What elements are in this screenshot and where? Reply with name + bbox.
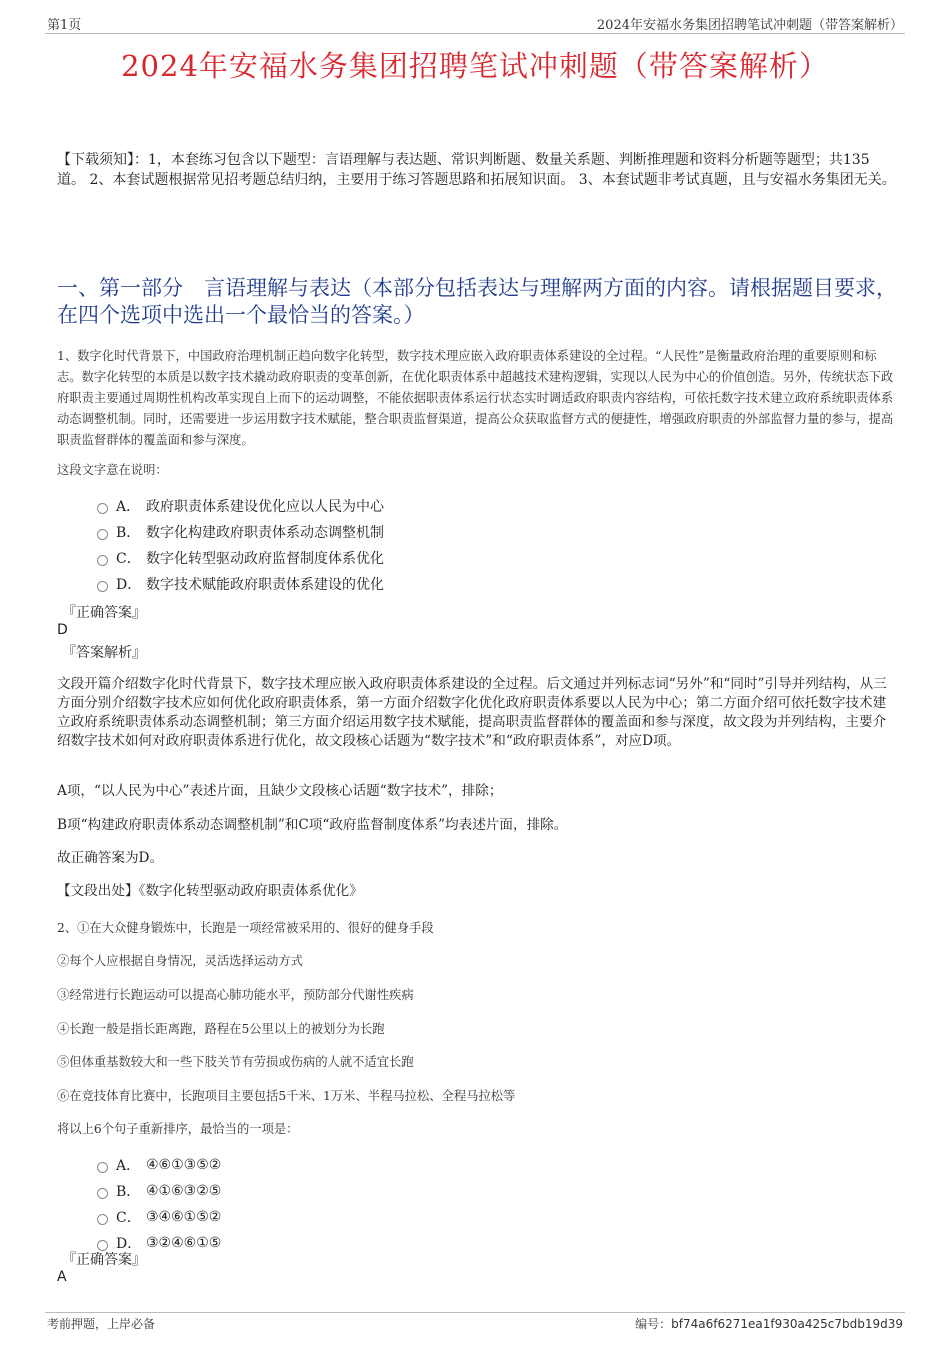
question-1-stem: 1、数字化时代背景下，中国政府治理机制正趋向数字化转型，数字技术理应嵌入政府职责体系建设的全过程。“人民性”是衡量政府治理的重要原则和标志。数字化转型的本质是以数字技术撬动政府职责的变革创新，在优化职责体系中超越技术建构逻辑，实现以人民为中心的价值创造。另外，传统状态下政府职责主要通过周期性机构改革实现自上而下的运动调整，不能依据职责体系运行状态实时调适政府职责内容结构，可依托数字技术建立政府系统职责体系动态调整机制。同时，还需要进一步运用数字技术赋能，整合职责监督渠道，提高公众获取监督方式的便捷性，增强政府职责的外部监督力量的参与，提高职责监督群体的覆盖面和参与深度。	[57, 349, 894, 447]
radio-button-icon[interactable]	[97, 503, 108, 514]
q1-analysis-label: 『答案解析』	[62, 645, 146, 661]
question-2-sentence: ④长跑一般是指长距离跑，路程在5公里以上的被划分为长跑	[57, 1022, 385, 1036]
footer-slogan: 考前押题，上岸必备	[47, 1317, 156, 1331]
radio-button-icon[interactable]	[97, 1162, 108, 1173]
section-title: 一、第一部分 言语理解与表达（本部分包括表达与理解两方面的内容。请根据题目要求，在四个选项中选出一个最恰当的答案。）	[57, 276, 897, 327]
q1-analysis-paragraph: A项，“以人民为中心”表述片面，且缺少文段核心话题“数字技术”，排除；	[57, 783, 503, 799]
q1-source: 【文段出处】《数字化转型驱动政府职责体系优化》	[57, 883, 363, 899]
radio-button-icon[interactable]	[97, 1188, 108, 1199]
header-divider	[45, 33, 905, 34]
radio-button-icon[interactable]	[97, 555, 108, 566]
footer-code-value: bf74a6f6271ea1f930a425c7bdb19d39	[671, 1317, 903, 1331]
q1-option-d[interactable]: D． 数字技术赋能政府职责体系建设的优化	[97, 574, 384, 594]
header-doc-title: 2024年安福水务集团招聘笔试冲刺题（带答案解析）	[596, 18, 903, 33]
q1-option-a[interactable]: A． 政府职责体系建设优化应以人民为中心	[97, 496, 384, 516]
footer-divider	[45, 1312, 905, 1313]
q2-option-a[interactable]: A． ④⑥①③⑤②	[97, 1155, 221, 1175]
question-2-sentence: ②每个人应根据自身情况，灵活选择运动方式	[57, 954, 303, 968]
q2-option-d[interactable]: D． ③②④⑥①⑤	[97, 1233, 221, 1253]
footer-code-label: 编号：	[635, 1317, 672, 1331]
q2-option-c[interactable]: C． ③④⑥①⑤②	[97, 1207, 221, 1227]
q1-analysis-paragraph: 文段开篇介绍数字化时代背景下，数字技术理应嵌入政府职责体系建设的全过程。后文通过并列标志词“另外”和“同时”引导并列结构，从三方面分别介绍数字技术应如何优化政府职责体系，第一方面介绍数字化优化政府职责体系要以人民为中心；第二方面介绍可依托数字技术建立政府系统职责体系动态调整机制；第三方面介绍运用数字技术赋能，提高职责监督群体的覆盖面和参与深度，故文段为并列结构，主要介绍数字技术如何对政府职责体系进行优化，故文段核心话题为“数字技术”和“政府职责体系”，对应D项。	[57, 676, 887, 749]
question-1-prompt: 这段文字意在说明：	[57, 463, 168, 477]
radio-button-icon[interactable]	[97, 529, 108, 540]
question-2-sentence: ③经常进行长跑运动可以提高心肺功能水平，预防部分代谢性疾病	[57, 988, 414, 1002]
q1-option-b[interactable]: B． 数字化构建政府职责体系动态调整机制	[97, 522, 384, 542]
download-notice: 【下载须知】：1，本套练习包含以下题型：言语理解与表达题、常识判断题、数量关系题、判断推理题和资料分析题等题型；共135道。 2、本套试题根据常见招考题总结归纳，主要用于练习答题思路和拓展知识面。 3、本套试题非考试真题，且与安福水务集团无关。	[57, 152, 896, 188]
page-title: 2024年安福水务集团招聘笔试冲刺题（带答案解析）	[121, 49, 829, 83]
question-2-sentence: ⑤但体重基数较大和一些下肢关节有劳损或伤病的人就不适宜长跑	[57, 1055, 414, 1069]
q1-answer-label: 『正确答案』	[62, 605, 146, 621]
radio-button-icon[interactable]	[97, 1214, 108, 1225]
q1-analysis-paragraph: 故正确答案为D。	[57, 850, 164, 866]
q2-answer: A	[57, 1269, 67, 1285]
q1-analysis-paragraph: B项“构建政府职责体系动态调整机制”和C项“政府监督制度体系”均表述片面，排除。	[57, 817, 568, 833]
q1-option-c[interactable]: C． 数字化转型驱动政府监督制度体系优化	[97, 548, 384, 568]
question-2-prompt: 将以上6个句子重新排序，最恰当的一项是：	[57, 1122, 299, 1136]
q1-answer: D	[57, 622, 68, 638]
radio-button-icon[interactable]	[97, 581, 108, 592]
q2-answer-label: 『正确答案』	[62, 1252, 146, 1268]
footer-code	[635, 1315, 903, 1332]
question-2-sentence: ⑥在竞技体育比赛中，长跑项目主要包括5千米、1万米、半程马拉松、全程马拉松等	[57, 1089, 516, 1103]
q2-option-b[interactable]: B． ④①⑥③②⑤	[97, 1181, 221, 1201]
question-2-sentence: 2、①在大众健身锻炼中，长跑是一项经常被采用的、很好的健身手段	[57, 921, 434, 935]
page-number: 第1页	[47, 18, 82, 33]
